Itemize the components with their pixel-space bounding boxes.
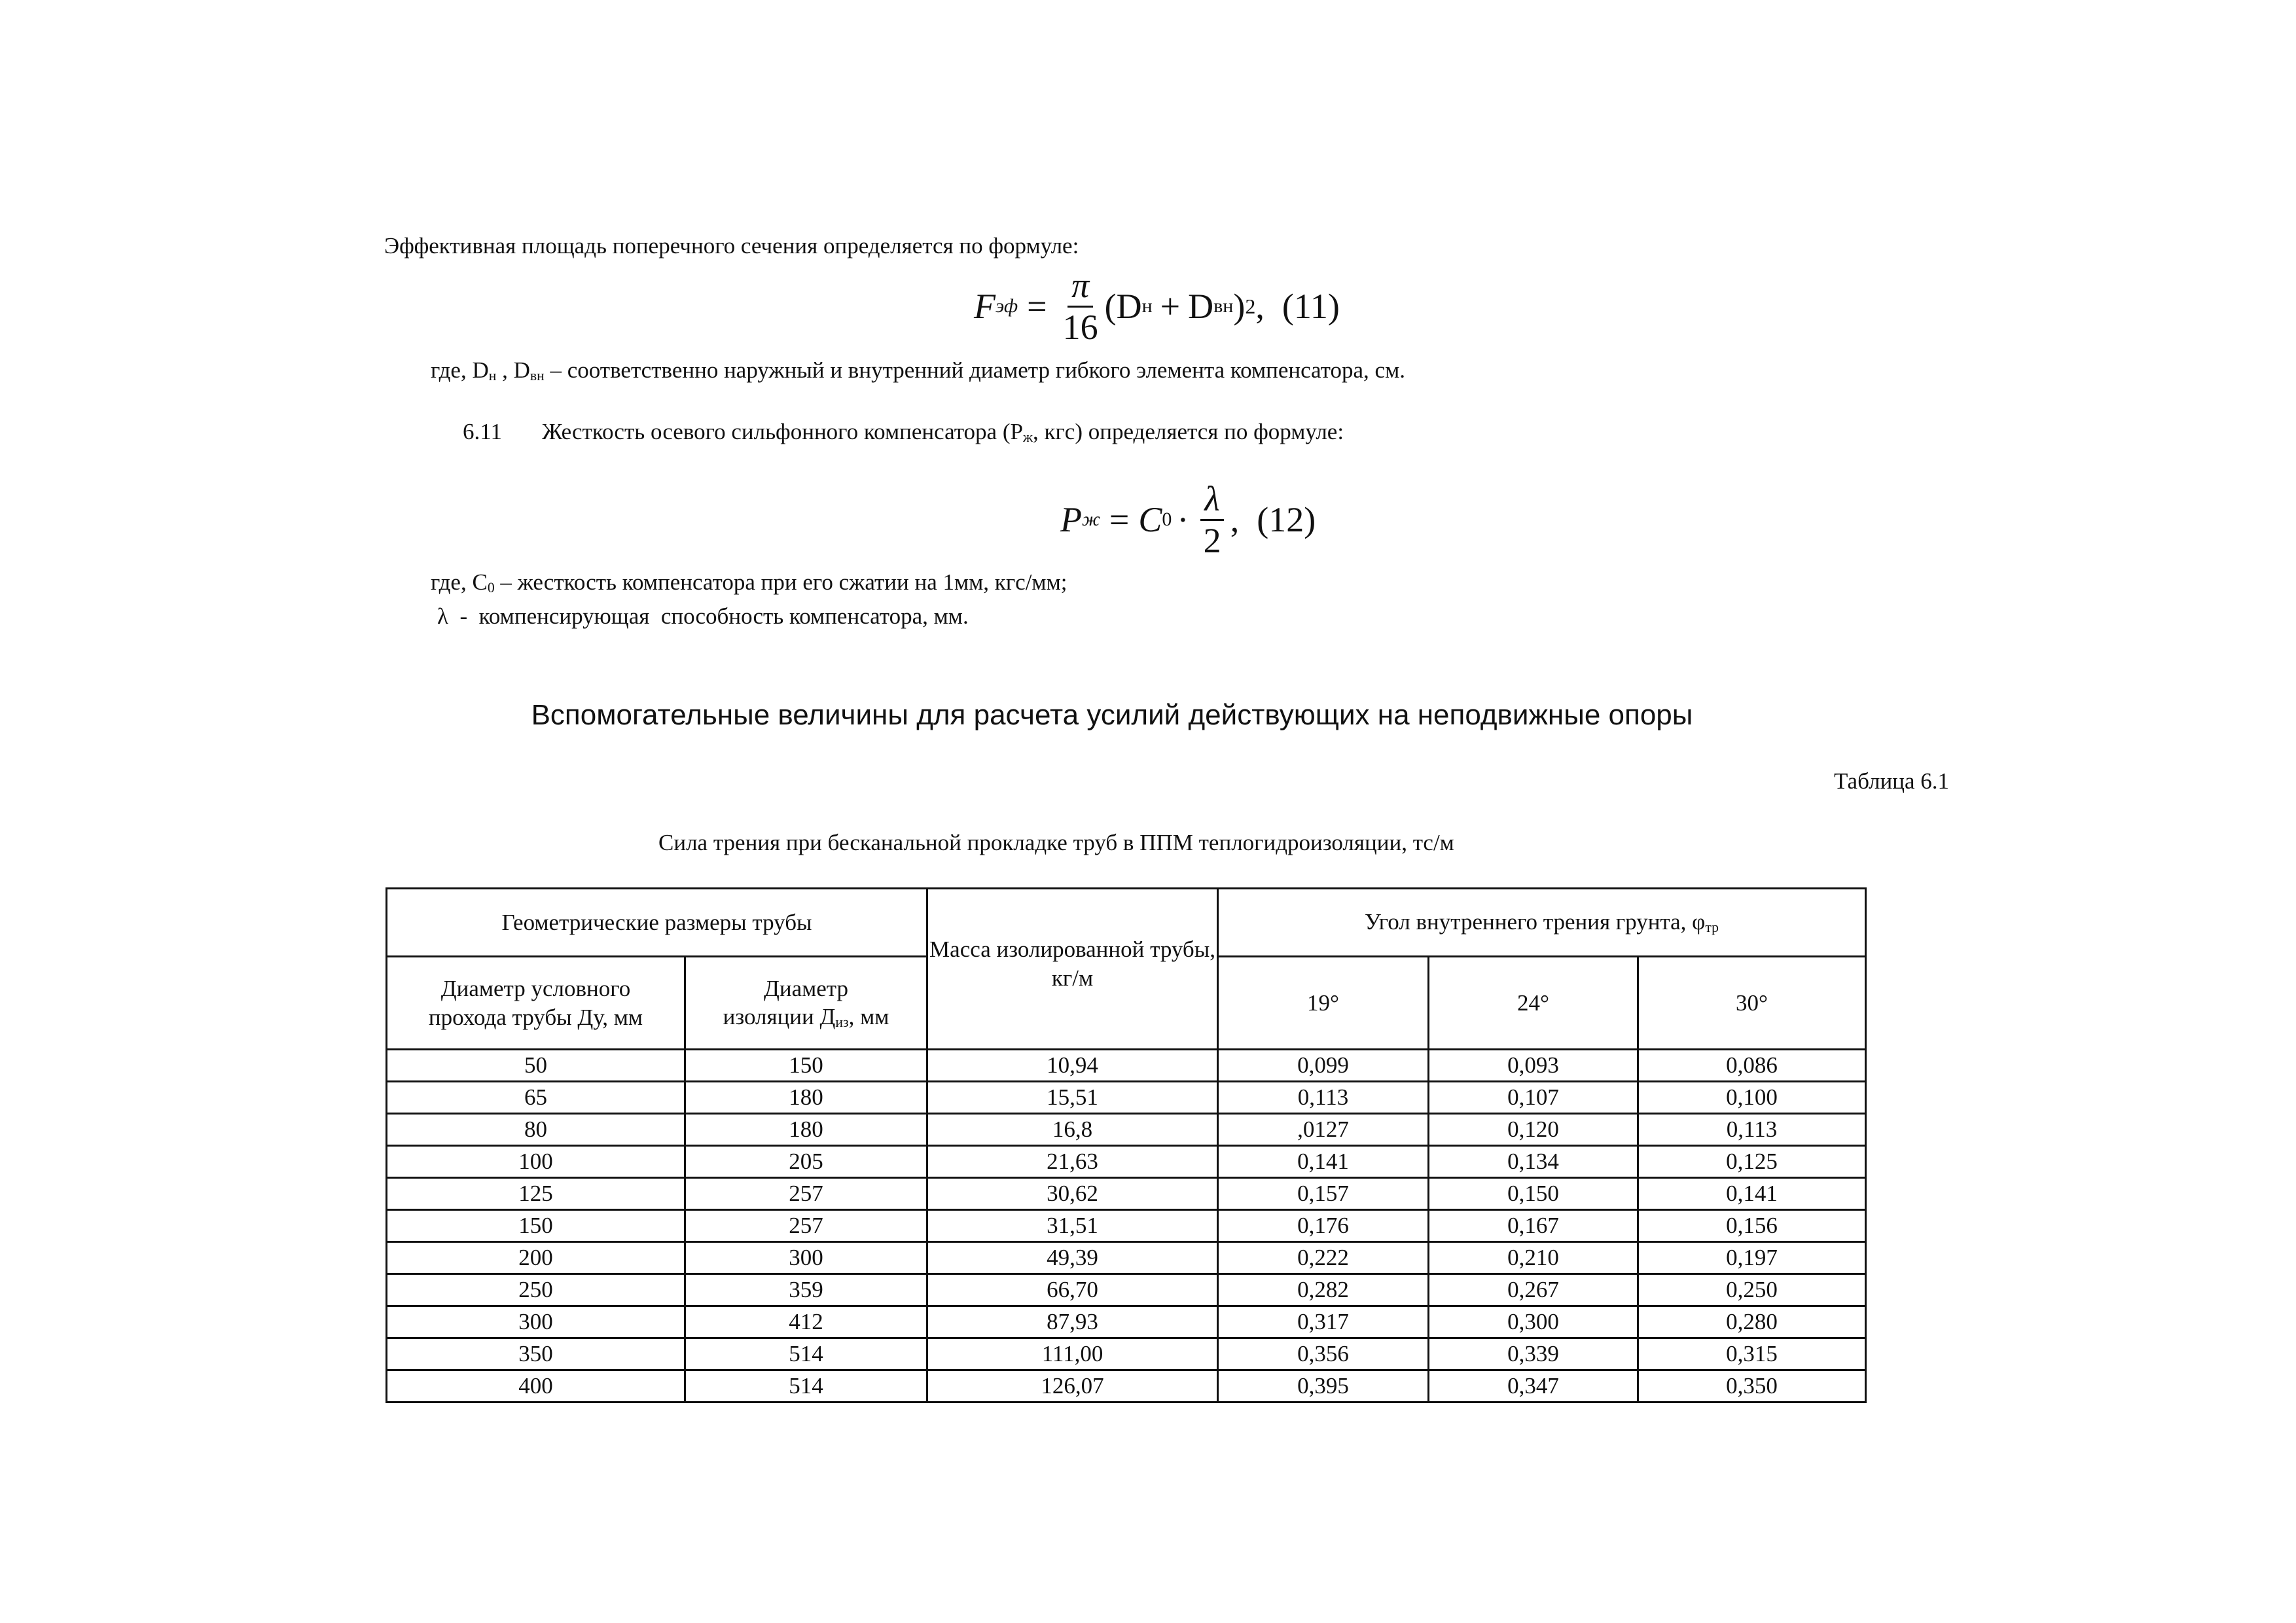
cell-diz: 205: [685, 1146, 927, 1178]
header-diz-text: Диаметр изоляции Д: [723, 975, 849, 1030]
formula-11-number: , (11): [1255, 287, 1340, 327]
cell-diz: 514: [685, 1338, 927, 1370]
lambda-line: λ - компенсирующая способность компенсатора, мм.: [437, 603, 969, 629]
table-caption: Сила трения при бесканальной прокладке труб в ППМ теплогидроизоляции, тс/м: [658, 830, 1454, 855]
where1-mid: , D: [496, 357, 530, 383]
where2-prefix: где, С: [431, 569, 488, 595]
cell-angle-19: 0,317: [1218, 1306, 1429, 1338]
table-row: [387, 1114, 1866, 1146]
cell-diz: 359: [685, 1274, 927, 1306]
cell-mass: 30,62: [927, 1178, 1218, 1210]
cell-diz: 150: [685, 1050, 927, 1082]
cell-du: 200: [387, 1242, 685, 1274]
cell-du: 300: [387, 1306, 685, 1338]
section-611-sub: ж: [1022, 429, 1033, 445]
friction-table: [386, 887, 1867, 1403]
cell-diz: 257: [685, 1178, 927, 1210]
cell-angle-30: 0,315: [1638, 1338, 1866, 1370]
cell-du: 250: [387, 1274, 685, 1306]
header-du: Диаметр условного прохода трубы Ду, мм: [387, 957, 685, 1050]
formula-12-c: C: [1138, 500, 1162, 540]
formula-12-dot: ·: [1177, 500, 1189, 540]
header-mass: Масса изолированной трубы, кг/м: [927, 889, 1218, 1050]
section-611-text: [542, 419, 1344, 446]
cell-du: 350: [387, 1338, 685, 1370]
cell-du: 80: [387, 1114, 685, 1146]
cell-angle-19: 0,222: [1218, 1242, 1429, 1274]
table-row: [387, 1306, 1866, 1338]
table-row: [387, 1370, 1866, 1402]
formula-11-paren-open: (: [1104, 287, 1117, 327]
cell-angle-24: 0,339: [1429, 1338, 1638, 1370]
cell-mass: 16,8: [927, 1114, 1218, 1146]
cell-diz: 180: [685, 1082, 927, 1114]
formula-11-power: 2: [1245, 294, 1256, 318]
cell-diz: 514: [685, 1370, 927, 1402]
cell-angle-24: 0,134: [1429, 1146, 1638, 1178]
where1-prefix: где, D: [431, 357, 489, 383]
header-angle-group: [1218, 889, 1866, 957]
table-row: [387, 1050, 1866, 1082]
cell-mass: 111,00: [927, 1338, 1218, 1370]
where-line-2: [431, 569, 1067, 596]
cell-diz: 300: [685, 1242, 927, 1274]
formula-12-lhs-sub: ж: [1082, 508, 1100, 531]
where1-sub2: вн: [529, 367, 545, 383]
cell-angle-30: 0,350: [1638, 1370, 1866, 1402]
table-row: [387, 1210, 1866, 1242]
cell-mass: 87,93: [927, 1306, 1218, 1338]
table-row: [387, 1274, 1866, 1306]
table-row: [387, 1082, 1866, 1114]
cell-angle-30: 0,100: [1638, 1082, 1866, 1114]
cell-mass: 15,51: [927, 1082, 1218, 1114]
cell-diz: 180: [685, 1114, 927, 1146]
cell-angle-24: 0,347: [1429, 1370, 1638, 1402]
cell-angle-24: 0,120: [1429, 1114, 1638, 1146]
formula-11-paren-close: ): [1233, 287, 1246, 327]
formula-11-d1-sub: н: [1141, 295, 1153, 317]
cell-mass: 66,70: [927, 1274, 1218, 1306]
cell-angle-30: 0,113: [1638, 1114, 1866, 1146]
where2-sub: 0: [487, 579, 495, 596]
cell-angle-24: 0,167: [1429, 1210, 1638, 1242]
cell-angle-24: 0,150: [1429, 1178, 1638, 1210]
where-line-1: [431, 357, 1405, 384]
cell-du: 400: [387, 1370, 685, 1402]
cell-angle-30: 0,125: [1638, 1146, 1866, 1178]
section-611-number: 6.11: [463, 419, 502, 444]
cell-angle-19: 0,176: [1218, 1210, 1429, 1242]
formula-12-denominator: 2: [1203, 520, 1221, 560]
cell-angle-19: 0,157: [1218, 1178, 1429, 1210]
cell-angle-24: 0,107: [1429, 1082, 1638, 1114]
cell-angle-19: 0,099: [1218, 1050, 1429, 1082]
formula-11-numerator: π: [1067, 267, 1093, 308]
section-611-text-after: , кгс) определяется по формуле:: [1032, 419, 1344, 444]
formula-11-d2-sub: вн: [1213, 295, 1234, 317]
cell-du: 100: [387, 1146, 685, 1178]
header-angle-30: 30°: [1638, 957, 1866, 1050]
header-angle-sub: тр: [1705, 919, 1719, 936]
formula-11-fraction: [1063, 267, 1098, 346]
header-diz-post: , мм: [848, 1004, 889, 1030]
cell-angle-30: 0,156: [1638, 1210, 1866, 1242]
section-611-text-before: Жесткость осевого сильфонного компенсатора (Р: [542, 419, 1023, 444]
cell-angle-19: ,0127: [1218, 1114, 1429, 1146]
cell-angle-19: 0,356: [1218, 1338, 1429, 1370]
table-row: [387, 1338, 1866, 1370]
header-diz: [685, 957, 927, 1050]
cell-angle-24: 0,300: [1429, 1306, 1638, 1338]
formula-12-eq: =: [1109, 500, 1130, 540]
cell-angle-19: 0,141: [1218, 1146, 1429, 1178]
header-angle-text: Угол внутреннего трения грунта, φ: [1365, 909, 1706, 935]
cell-mass: 126,07: [927, 1370, 1218, 1402]
formula-11-lhs: F: [974, 287, 996, 327]
formula-12-number: , (12): [1230, 500, 1316, 540]
table-row: [387, 1146, 1866, 1178]
formula-12: [1060, 480, 1316, 559]
cell-mass: 31,51: [927, 1210, 1218, 1242]
table-row: [387, 1242, 1866, 1274]
header-geom-group: Геометрические размеры трубы: [387, 889, 927, 957]
formula-11-plus: +: [1160, 287, 1181, 327]
formula-12-c-sub: 0: [1162, 508, 1172, 531]
table-label: Таблица 6.1: [1834, 768, 1949, 794]
section-heading-text: Вспомогательные величины для расчета усилий действующих на неподвижные опоры: [531, 699, 1693, 731]
formula-11-lhs-sub: эф: [996, 295, 1018, 317]
cell-angle-24: 0,093: [1429, 1050, 1638, 1082]
cell-angle-24: 0,210: [1429, 1242, 1638, 1274]
formula-11-d1: D: [1116, 287, 1142, 327]
cell-angle-30: 0,280: [1638, 1306, 1866, 1338]
cell-mass: 10,94: [927, 1050, 1218, 1082]
formula-12-numerator: λ: [1200, 480, 1223, 521]
cell-du: 65: [387, 1082, 685, 1114]
cell-mass: 21,63: [927, 1146, 1218, 1178]
cell-angle-24: 0,267: [1429, 1274, 1638, 1306]
table-row: [387, 1178, 1866, 1210]
header-angle-19: 19°: [1218, 957, 1429, 1050]
cell-angle-30: 0,141: [1638, 1178, 1866, 1210]
formula-11-denominator: 16: [1062, 307, 1098, 347]
cell-diz: 412: [685, 1306, 927, 1338]
cell-angle-30: 0,197: [1638, 1242, 1866, 1274]
where1-sub1: н: [488, 367, 497, 383]
header-diz-sub: из: [835, 1014, 849, 1031]
cell-angle-30: 0,250: [1638, 1274, 1866, 1306]
intro-line: Эффективная площадь поперечного сечения определяется по формуле:: [384, 233, 1079, 259]
formula-12-fraction: [1200, 480, 1223, 559]
cell-du: 150: [387, 1210, 685, 1242]
where1-rest: – соответственно наружный и внутренний диаметр гибкого элемента компенсатора, см.: [544, 357, 1405, 383]
cell-mass: 49,39: [927, 1242, 1218, 1274]
cell-du: 50: [387, 1050, 685, 1082]
cell-angle-19: 0,395: [1218, 1370, 1429, 1402]
where2-rest: – жесткость компенсатора при его сжатии на 1мм, кгс/мм;: [494, 569, 1067, 595]
formula-11: [974, 267, 1340, 346]
formula-11-eq: =: [1027, 287, 1047, 327]
formula-11-d2: D: [1188, 287, 1214, 327]
cell-angle-19: 0,113: [1218, 1082, 1429, 1114]
cell-angle-30: 0,086: [1638, 1050, 1866, 1082]
cell-angle-19: 0,282: [1218, 1274, 1429, 1306]
formula-12-lhs: P: [1060, 500, 1082, 540]
header-angle-24: 24°: [1429, 957, 1638, 1050]
cell-diz: 257: [685, 1210, 927, 1242]
section-heading: [0, 699, 2296, 732]
cell-du: 125: [387, 1178, 685, 1210]
